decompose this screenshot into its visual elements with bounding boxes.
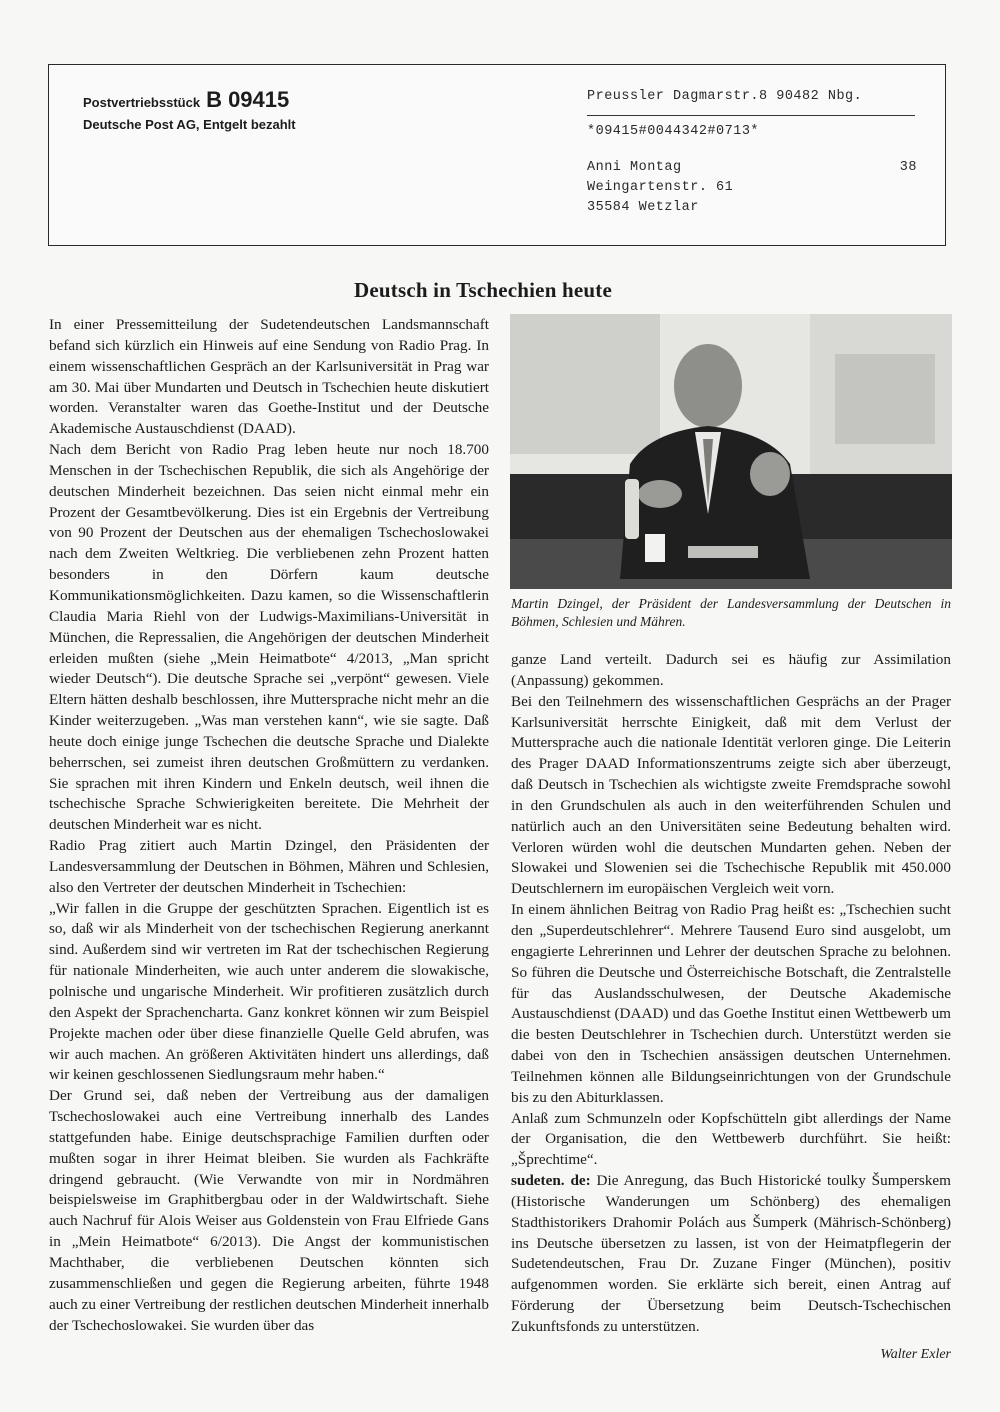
paragraph: Bei den Teilnehmern des wissenschaftlichen Gesprächs an der Prager Karlsuniversität herrschte Einigkeit, daß mit dem Verlust der Muttersprache auch die nationale Identität verloren ginge. Die Leiterin des Prager DAAD Informationszentrums zeigte sich aber überzeugt, daß Deutsch in Tschechien als wichtigste zweite Fremdsprache sowohl in den Grundschulen als auch in den weiterführenden Schulen und natürlich auch an den Universitäten seine Bedeutung behalten wird. Verloren würden wohl die deutschen Mundarten gehen. Neben der Slowakei und Slowenien sei die Tschechische Republik mit 450.000 Deutschlernern im europäischen Vergleich weit vorn. xyxy=(511,692,951,898)
article-left-column xyxy=(49,315,489,1336)
photo-caption: Martin Dzingel, der Präsident der Landesversammlung der Deutschen in Böhmen, Schlesien und Mähren. xyxy=(511,596,951,629)
postal-type: Postvertriebsstück xyxy=(83,95,201,110)
address-divider xyxy=(587,115,915,116)
paragraph: In einer Pressemitteilung der Sudetendeutschen Landsmannschaft befand sich kürzlich ein Hinweis auf eine Sendung von Radio Prag. In einem wissenschaftlichen Gespräch an der Karlsuniversität in Prag war am 30. Mai über Mundarten und Deutsch in Tschechien heute diskutiert worden. Veranstalter waren das Goethe-Institut und der Deutsche Akademische Austauschdienst (DAAD). xyxy=(49,316,489,438)
article-photo xyxy=(510,314,952,589)
recipient-city: 35584 Wetzlar xyxy=(587,200,699,215)
paragraph xyxy=(511,1171,951,1338)
barcode-text: *09415#0044342#0713* xyxy=(587,124,760,139)
article-title: Deutsch in Tschechien heute xyxy=(354,278,613,302)
address-block xyxy=(587,87,917,218)
paragraph-text: Die Anregung, das Buch Historické toulky Šumperskem (Historische Wanderungen um Schönberg) des ehemaligen Stadthistorikers Drahomir Polách aus Šumperk (Mährisch-Schönberg) ins Deutsche übersetzen zu lassen, ist von der Heimatpflegerin der Sudetendeutschen, Frau Dr. Zuzane Finger (München), positiv aufgenommen worden. Sie erklärte sich bereit, einen Antrag auf Förderung der Übersetzung beim Deutsch-Tschechischen Zukunftsfonds zu unterstützen. xyxy=(511,1172,951,1335)
source-lead: sudeten. de: xyxy=(511,1172,591,1190)
recipient-street: Weingartenstr. 61 xyxy=(587,180,734,195)
article-right-column xyxy=(511,650,951,1338)
postage-paid-note: Deutsche Post AG, Entgelt bezahlt xyxy=(83,117,296,132)
author-signature: Walter Exler xyxy=(880,1347,951,1362)
postal-notice xyxy=(83,87,296,132)
sender-line: Preussler Dagmarstr.8 90482 Nbg. xyxy=(587,89,863,104)
paragraph: Nach dem Bericht von Radio Prag leben heute nur noch 18.700 Menschen in der Tschechischen Republik, die sich als Angehörige der deutschen Minderheit bezeichnen. Das seien nicht einmal mehr ein Prozent der Gesamtbevölkerung. Dies ist ein Ergebnis der Vertreibung von 90 Prozent der Deutschen aus der ehemaligen Tschechoslowakei nach dem Zweiten Weltkrieg. Die verbliebenen zehn Prozent hatten besonders in den Dörfern kaum deutsche Kommunikationsmöglichkeiten. Dazu kamen, so die Wissenschaftlerin Claudia Maria Riehl von der Ludwigs-Maximilians-Universität in München, die Repressalien, die Angehörigen der deutschen Minderheit erleiden mußten (siehe „Mein Heimatbote“ 4/2013, „Man spricht wieder Deutsch“). Die deutsche Sprache sei „verpönt“ gewesen. Viele Eltern hätten deshalb beschlossen, ihre Muttersprache nicht mehr an die Kinder weiterzugeben. „Was man verstehen kann“, wie sie sagte. Daß heute doch einige junge Tschechen die deutsche Sprache und Dialekte beherrschen, sei zumeist ihren deutschen Großmüttern zu verdanken. Sie sprachen mit ihren Kindern und Enkeln deutsch, weil ihnen die tschechische Sprache Schwierigkeiten bereitete. Die Mehrheit der deutschen Minderheit war es nicht. xyxy=(49,441,489,834)
paragraph: Der Grund sei, daß neben der Vertreibung aus der damaligen Tschechoslowakei auch eine Vertreibung innerhalb des Landes stattgefunden habe. Einige deutschsprachige Familien durften oder mußten sogar in ihrer Heimat bleiben. Sie wurden als Fachkräfte dringend gebraucht. (Wie Verwandte von mir in Nordmähren beispielsweise im Graphitbergbau oder in der Waldwirtschaft. Siehe auch Nachruf für Alois Weiser aus Goldenstein von Frau Elfriede Gans in „Mein Heimatbote“ 6/2013). Die Angst der kommunistischen Machthaber, die verbliebenen Deutschen könnten sich zusammenschließen und gegen die Regierung arbeiten, führte 1948 auch zu einer Vertreibung der restlichen deutschen Minderheit innerhalb der Tschechoslowakei. Sie wurden über das xyxy=(49,1087,489,1334)
photo-portrait-illustration xyxy=(510,314,952,589)
paragraph: Anlaß zum Schmunzeln oder Kopfschütteln gibt allerdings der Name der Organisation, die den Wettbewerb durchführt. Sie heißt: „Šprechtime“. xyxy=(511,1109,951,1169)
paragraph: ganze Land verteilt. Dadurch sei es häufig zur Assimilation (Anpassung) gekommen. xyxy=(511,651,951,689)
paragraph: Radio Prag zitiert auch Martin Dzingel, den Präsidenten der Landesversammlung der Deutschen in Böhmen, Mähren und Schlesien, also den Vertreter der deutschen Minderheit in Tschechien: xyxy=(49,837,489,896)
paragraph: „Wir fallen in die Gruppe der geschützten Sprachen. Eigentlich ist es so, daß wir als Minderheit von der tschechischen Regierung anerkannt sind. Außerdem sind wir vertreten im Rat der tschechischen Regierung für nationale Minderheiten, wie auch unter anderem die slowakische, polnische und ungarische Minderheit. Wir profitieren zusätzlich durch den Aspekt der Sprachencharta. Ganz konkret können wir zum Beispiel Projekte machen oder über diese finanzielle Quelle Geld abrufen, was wir auch machen. An größeren Aktivitäten hindert uns allerdings, daß wir keinen geschlossenen Siedlungsraum mehr haben.“ xyxy=(49,899,489,1084)
mailing-label xyxy=(48,64,946,246)
recipient-number: 38 xyxy=(899,160,917,175)
postal-code: B 09415 xyxy=(206,87,290,112)
paragraph: In einem ähnlichen Beitrag von Radio Prag heißt es: „Tschechien sucht den „Superdeutschlehrer“. Mehrere Tausend Euro sind ausgelobt, um engagierte Lehrerinnen und Lehrer der deutschen Sprache zu belohnen. So führen die Deutsche und Österreichische Botschaft, die Zentralstelle für das Auslandsschulwesen, der Deutsche Akademische Austauschdienst (DAAD) und das Goethe Institut einen Wettbewerb um die besten Deutschlehrer in Tschechien durch. Unterstützt werden sie dabei von den in Tschechien ansässigen deutschen Unternehmen. Teilnehmen können alle Bildungseinrichtungen von der Grundschule bis zu den Abiturklassen. xyxy=(511,901,951,1106)
recipient-name: Anni Montag xyxy=(587,160,682,175)
